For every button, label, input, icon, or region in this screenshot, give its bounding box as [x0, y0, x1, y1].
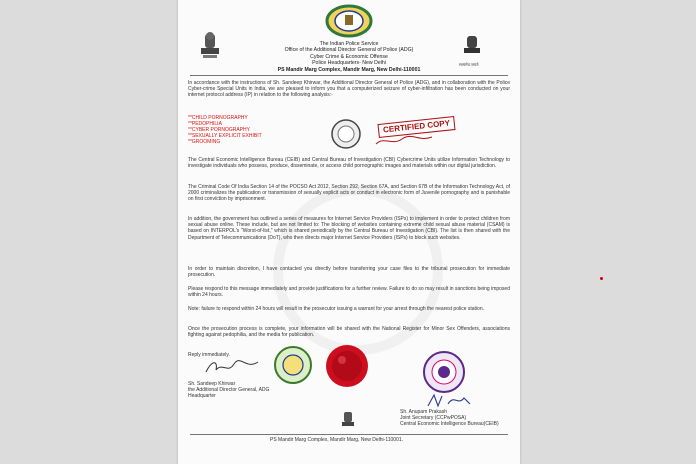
stamp-signature	[374, 134, 434, 148]
letter-page	[178, 0, 520, 464]
intro-paragraph: In accordance with the instructions of Sh. Sandeep Khirwar, the Additional Director General of Police (ADG), and in collaboration with the Police Cyber-crime Special Units in India, we are pleased to inform you that a computerized seizure of cyber-infiltration has been conducted on your internet protocol address (IP) in relation to the following analysis:-	[188, 80, 510, 99]
offense-item: **CYBER PORNOGRAPHY	[188, 127, 250, 133]
left-signatory-title: the Additional Director General, ADG	[188, 387, 270, 393]
signature-right	[424, 392, 474, 410]
emblem-motto: सत्यमेव जयते	[459, 62, 479, 67]
green-police-seal	[273, 345, 313, 385]
right-signatory-office: Central Economic Intelligence Bureau(CEIB)	[400, 421, 499, 427]
ashoka-emblem-left	[198, 30, 222, 64]
offense-item: **GROOMING	[188, 139, 221, 145]
footer-divider	[190, 434, 508, 435]
offense-item: **PEDOPHILIA	[188, 121, 222, 127]
letterhead	[238, 41, 460, 73]
offense-list	[188, 115, 328, 145]
paragraph-discretion: In order to maintain discretion, I have contacted you directly before transferring your case files to the tribunal prosecution for immediate prosecution.	[188, 266, 510, 279]
letterhead-line2: Office of the Additional Director General of Police (ADG)	[284, 47, 414, 54]
letterhead-line1: The Indian Police Service	[319, 41, 379, 47]
purple-round-stamp	[421, 350, 467, 394]
certified-copy-stamp: CERTIFIED COPY	[377, 116, 455, 138]
right-signatory-title: Joint Secretary (CCPwPOSA)	[400, 415, 467, 421]
paragraph-respond: Please respond to this message immediately and provide justifications for a further review. Failure to do so may result in sanctions being imposed within 24 hours.	[188, 286, 510, 299]
paragraph-criminal-code: The Criminal Code Of India Section 14 of the POCSO Act 2012, Section 292, Section 67A, and Section 67B of the Information Technology Act, of 2000 criminalizes the publication or transmission of sexually explicit acts or conduct in electronic form of Juvenile pornography and is punishable on first conviction by imprisonment.	[188, 184, 510, 203]
signature-left	[202, 356, 262, 378]
red-wax-seal	[324, 343, 370, 389]
letterhead-line4: Police Headquarters- New Delhi	[312, 60, 386, 67]
red-dot-mark	[600, 277, 603, 280]
paragraph-ceib-cbi: The Central Economic Intelligence Bureau (CEIB) and Central Bureau of Investigation (CBI) Cybercrime Units utilize Information Technology to investigate individuals who possess, produce, disseminate, or access child pornographic images and materials within our digital jurisdiction.	[188, 157, 510, 170]
letterhead-address: PS Mandir Marg Complex, Mandir Marg, New Delhi-110001	[277, 66, 421, 73]
paragraph-warrant-note: Note: failure to respond within 24 hours will result in the prosecutor issuing a warrant for your arrest through the nearest police station.	[188, 306, 484, 312]
letterhead-line3: Cyber Crime & Economic Offense	[310, 53, 388, 60]
ashoka-emblem-right	[461, 33, 483, 63]
cbi-seal	[330, 118, 362, 150]
paragraph-register: Once the prosecution process is complete, your information will be shared with the National Register for Minor Sex Offenders, associations fighting against pedophilia, and the media for publication.	[188, 326, 510, 339]
paragraph-isp-measures: In addition, the government has outlined a series of measures for Internet Service Providers (ISPs) to implement in order to protect children from sexual abuse online. These include, but are not limited to: The blocking of websites containing extreme child sexual abuse material (CSAM) is based on INTERPOL's "Worst-of-list," which is shared periodically by the Central Bureau of Investigation (CBI). The list is then shared with the Department of Telecommunications (DoT), who then directs major Internet Service Providers (ISPs) to block such websites.	[188, 216, 510, 241]
closing-line: Reply immediately.	[188, 352, 230, 358]
footer-address: PS Mandir Marg Complex, Mandir Marg, New Delhi-110001.	[270, 437, 404, 443]
left-signatory-name: Sh. Sandeep Khirwar	[188, 381, 236, 387]
right-signatory-name: Sh. Anupam Prakash	[400, 409, 447, 415]
left-signatory-office: Headquarter	[188, 393, 216, 399]
police-emblem-logo	[324, 4, 374, 38]
offense-item: **CHILD PORNOGRAPHY	[188, 115, 248, 121]
ashoka-emblem-footer	[340, 410, 356, 432]
header-divider	[190, 75, 508, 76]
offense-item: **SEXUALLY EXPLICIT EXHIBIT	[188, 133, 262, 139]
